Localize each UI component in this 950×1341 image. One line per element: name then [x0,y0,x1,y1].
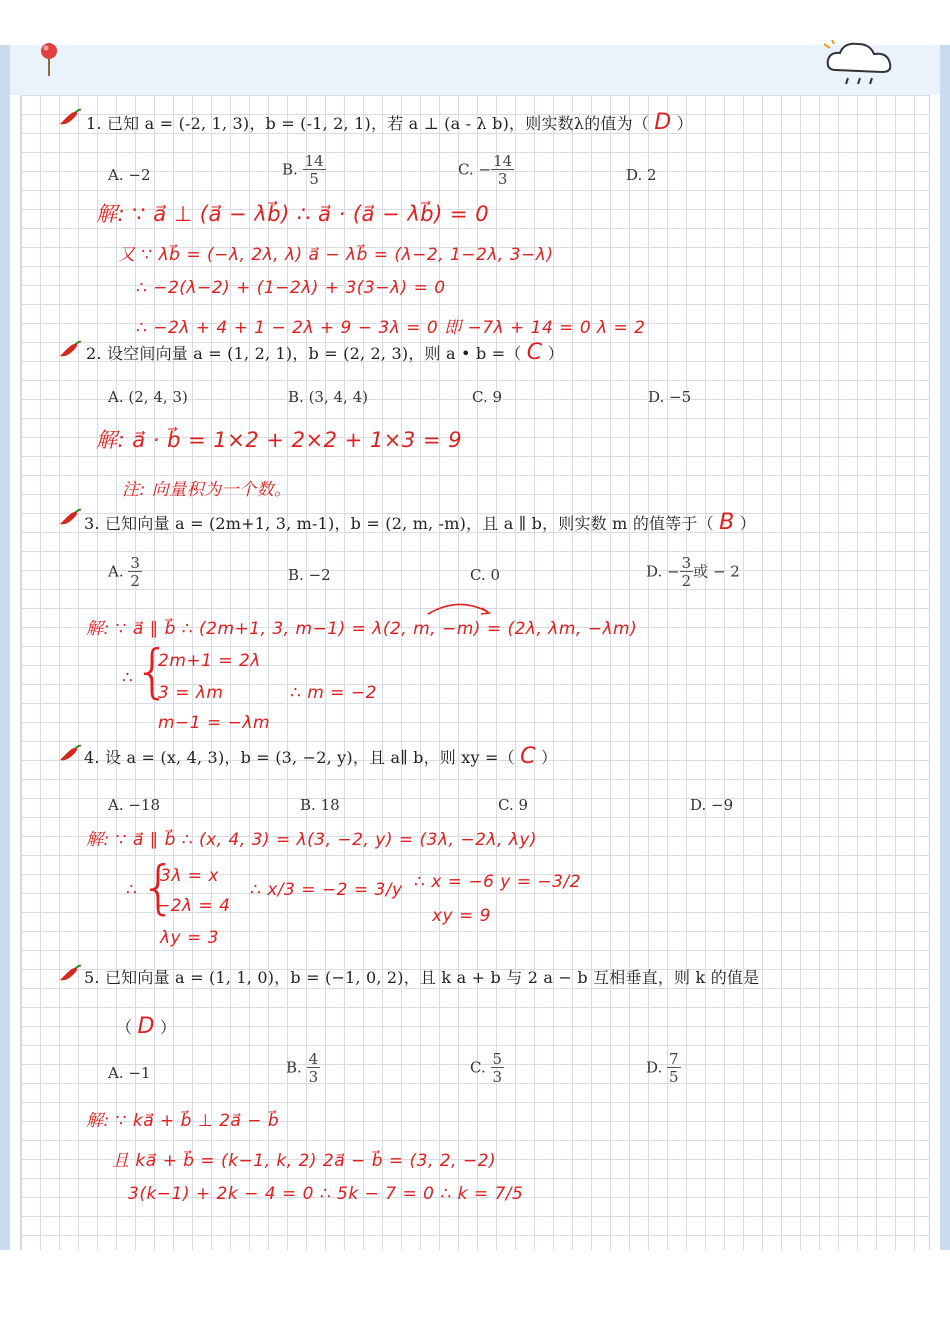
q1-option-c-fraction: $\frac{14}{3}$ [493,152,513,188]
q3-system-eq-3: m−1 = −λm [158,713,271,733]
chili-icon [58,340,82,360]
question-2-text: 设空间向量 a = (1, 2, 1)，b = (2, 2, 3)，则 a • b =（ [106,344,522,363]
q3-option-d: D. − $\frac{3}{2}$ 或 − 2 [646,554,740,590]
question-3 [84,510,756,535]
q3-therefore: ∴ [122,668,134,688]
question-3-text: 已知向量 a = (2m+1, 3, m-1)，b = (2, m, -m)，且 a ∥ b，则实数 m 的值等于（ [104,514,714,533]
question-3-number: 3. [84,514,100,533]
q1-option-a: A. −2 [108,166,151,184]
q4-option-a: A. −18 [108,796,161,814]
q4-work-line-1: 解: ∵ a⃗ ∥ b⃗ ∴ (x, 4, 3) = λ(3, −2, y) = (3λ, −2λ, λy) [86,830,538,850]
question-5 [84,965,759,988]
q3-option-a: A. $\frac{3}{2}$ [108,554,140,590]
q5-option-b: B. $\frac{4}{3}$ [286,1050,319,1086]
q1-work-line-4: ∴ −2λ + 4 + 1 − 2λ + 9 − 3λ = 0 即 −7λ + 14 = 0 λ = 2 [136,318,646,338]
q5-work-line-2: 且 ka⃗ + b⃗ = (k−1, k, 2) 2a⃗ − b⃗ = (3, 2, −2) [112,1151,497,1171]
top-band [10,45,940,95]
question-2-answer: C [526,340,543,365]
question-5-number: 5. [84,968,100,987]
question-1-close: ） [676,114,693,133]
question-4-close: ） [540,748,558,767]
question-2-close: ） [547,344,564,363]
q3-system-eq-1: 2m+1 = 2λ [158,651,261,671]
q3-result: ∴ m = −2 [290,683,377,703]
q5-work-line-1: 解: ∵ ka⃗ + b⃗ ⊥ 2a⃗ − b⃗ [86,1111,280,1131]
q3-work-line-1: 解: ∵ a⃗ ∥ b⃗ ∴ (2m+1, 3, m−1) = λ(2, m, −m) = (2λ, λm, −λm) [86,619,638,639]
q2-option-c: C. 9 [472,388,503,406]
question-1-number: 1. [86,114,102,133]
q4-system-eq-1: 3λ = x [160,866,219,886]
q4-system-eq-2: −2λ = 4 [156,896,231,916]
question-2-number: 2. [86,344,102,363]
q1-work-line-3: ∴ −2(λ−2) + (1−2λ) + 3(3−λ) = 0 [136,278,446,298]
q5-work-line-3: 3(k−1) + 2k − 4 = 0 ∴ 5k − 7 = 0 ∴ k = 7/5 [128,1184,524,1204]
q3-option-c: C. 0 [470,566,501,584]
question-3-answer: B [719,510,735,535]
right-frame [940,45,950,1250]
q1-option-d: D. 2 [626,166,657,184]
q5-option-b-fraction: $\frac{4}{3}$ [308,1050,319,1086]
q5-option-a: A. −1 [108,1064,151,1082]
q2-work-line-1: 解: a⃗ · b⃗ = 1×2 + 2×2 + 1×3 = 9 [96,428,463,452]
q2-option-a: A. (2, 4, 3) [108,388,188,406]
chili-icon [58,744,82,764]
left-frame [0,45,10,1250]
q3-option-a-fraction: $\frac{3}{2}$ [130,554,140,590]
q4-xy: xy = 9 [432,906,491,926]
pushpin-icon [36,42,62,78]
q1-work-line-1: 解: ∵ a⃗ ⊥ (a⃗ − λb⃗) ∴ a⃗ · (a⃗ − λb⃗) = 0 [96,202,490,226]
q1-option-c: C. − $\frac{14}{3}$ [458,152,513,188]
q3-option-d-fraction: $\frac{3}{2}$ [681,554,692,590]
q3-option-b: B. −2 [288,566,331,584]
q1-option-b-fraction: $\frac{14}{5}$ [304,152,324,188]
bottom-margin [0,1250,950,1341]
q4-solution: ∴ x = −6 y = −3/2 [414,872,582,892]
q4-ratio: ∴ x/3 = −2 = 3/y [250,880,403,900]
question-1 [86,110,693,135]
q3-system-brace: { [134,637,171,705]
chili-icon [58,108,82,128]
q5-option-c: C. $\frac{5}{3}$ [470,1050,503,1086]
q4-option-b: B. 18 [300,796,340,814]
question-5-text: 已知向量 a = (1, 1, 0)，b = (−1, 0, 2)，且 k a + b 与 2 a − b 互相垂直，则 k 的值是 [104,968,760,987]
q4-option-d: D. −9 [690,796,734,814]
q1-option-b: B. $\frac{14}{5}$ [282,152,324,188]
question-5-answer-line: （ D ） [116,1014,177,1039]
question-1-answer: D [654,110,672,135]
q5-option-d-fraction: $\frac{7}{5}$ [669,1050,679,1086]
q5-option-c-fraction: $\frac{5}{3}$ [492,1050,503,1086]
q2-option-b: B. (3, 4, 4) [288,388,368,406]
rain-cloud-icon [820,40,898,88]
question-4 [84,744,557,769]
chili-icon [58,508,82,528]
question-4-text: 设 a = (x, 4, 3)，b = (3, −2, y)，且 a∥ b，则 xy =（ [104,748,515,767]
question-4-number: 4. [84,748,100,767]
question-1-text: 已知 a = (-2, 1, 3)，b = (-1, 2, 1)，若 a ⊥ (a - λ b)，则实数λ的值为（ [106,114,649,133]
q4-option-c: C. 9 [498,796,529,814]
q4-system-brace: { [140,853,177,921]
chili-icon [58,964,82,984]
q3-system-eq-2: 3 = λm [158,683,224,703]
question-5-answer: D [137,1014,155,1039]
scalar-arrow-icon [424,600,494,618]
q5-option-d: D. $\frac{7}{5}$ [646,1050,679,1086]
question-2 [86,340,564,365]
q4-system-eq-3: λy = 3 [160,928,219,948]
q4-therefore: ∴ [126,880,138,900]
question-4-answer: C [520,744,536,769]
q2-option-d: D. −5 [648,388,692,406]
q2-note: 注: 向量积为一个数。 [122,480,292,500]
question-3-close: ） [739,514,756,533]
q1-work-line-2: 又 ∵ λb⃗ = (−λ, 2λ, λ) a⃗ − λb⃗ = (λ−2, 1−2λ, 3−λ) [118,245,554,265]
